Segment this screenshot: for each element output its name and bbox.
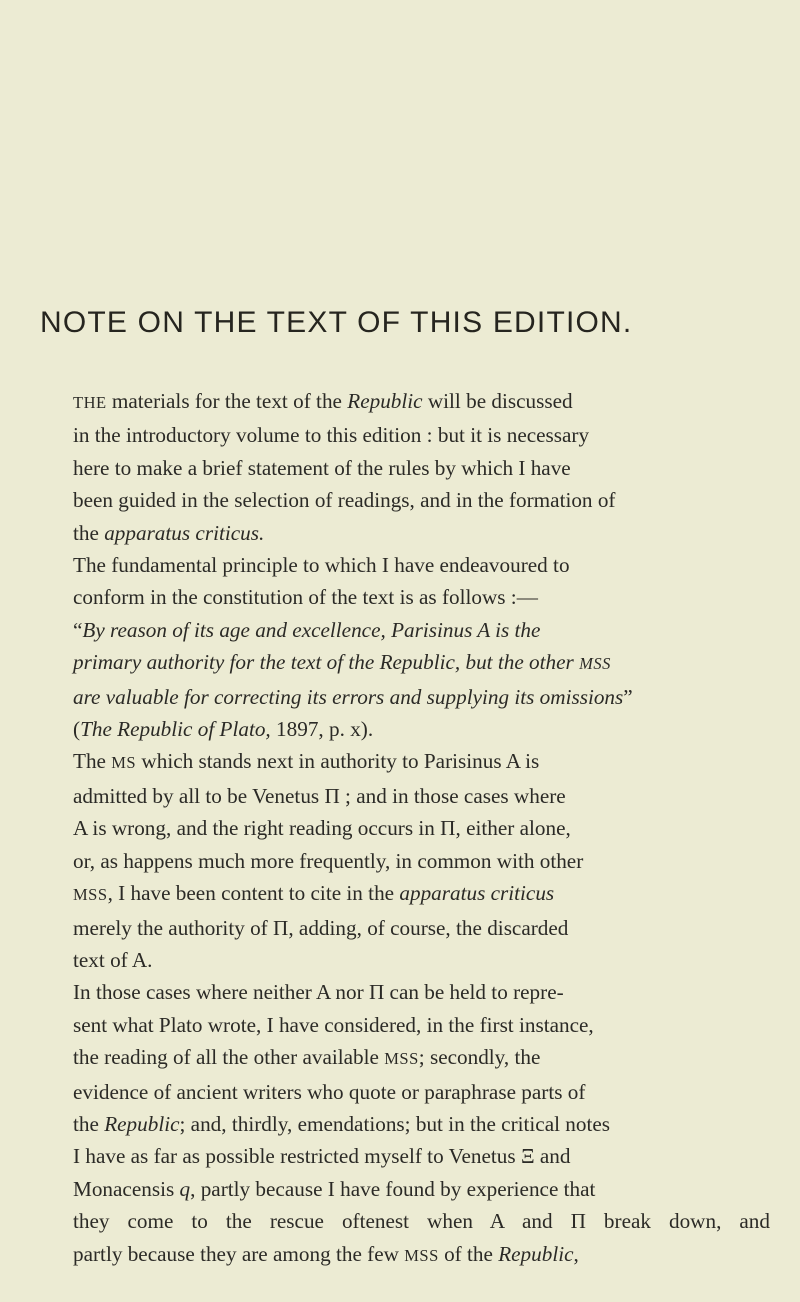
text-line: conform in the constitution of the text is as follows :— [73, 585, 538, 610]
text-line: The MS which stands next in authority to Parisinus A is [73, 749, 540, 774]
text-line: the apparatus criticus. [73, 520, 265, 545]
text-line: partly because they are among the few MSS of the Republic, [73, 1241, 579, 1266]
text-line: primary authority for the text of the Republic, but the other MSS [73, 650, 611, 675]
paragraph [42, 976, 770, 1272]
text-line: in the introductory volume to this edition : but it is necessary [73, 423, 590, 448]
text-line: they come to the rescue oftenest when A and Π break down, and [73, 1209, 770, 1234]
body-text [42, 385, 770, 1272]
text-line: or, as happens much more frequently, in common with other [73, 848, 584, 873]
text-line: THE materials for the text of the Republic will be discussed [73, 389, 573, 413]
text-line: the reading of all the other available MSS; secondly, the [73, 1045, 541, 1070]
paragraph [42, 614, 770, 746]
text-line: I have as far as possible restricted myself to Venetus Ξ and [73, 1144, 571, 1169]
text-line: In those cases where neither A nor Π can be held to repre- [73, 980, 564, 1005]
text-line: “By reason of its age and excellence, Parisinus A is the [73, 617, 541, 642]
text-line: A is wrong, and the right reading occurs in Π, either alone, [73, 816, 571, 841]
text-line: evidence of ancient writers who quote or paraphrase parts of [73, 1079, 586, 1104]
text-line: been guided in the selection of readings, and in the formation of [73, 488, 616, 513]
paragraph [42, 745, 770, 976]
text-line: sent what Plato wrote, I have considered, in the first instance, [73, 1012, 594, 1037]
text-line: admitted by all to be Venetus Π ; and in those cases where [73, 783, 566, 808]
paragraph [42, 385, 770, 549]
page-heading: NOTE ON THE TEXT OF THIS EDITION. [40, 306, 633, 339]
text-line: MSS, I have been content to cite in the apparatus criticus [73, 881, 555, 906]
text-line: are valuable for correcting its errors and supplying its omissions” [73, 684, 633, 709]
text-line: the Republic; and, thirdly, emendations; but in the critical notes [73, 1111, 611, 1136]
text-line: here to make a brief statement of the rules by which I have [73, 455, 571, 480]
text-line: merely the authority of Π, adding, of course, the discarded [73, 915, 569, 940]
text-line: text of A. [73, 947, 153, 972]
text-line: Monacensis q, partly because I have found by experience that [73, 1176, 596, 1201]
paragraph [42, 549, 770, 614]
text-line: The fundamental principle to which I have endeavoured to [73, 553, 570, 578]
text-line: (The Republic of Plato, 1897, p. x). [73, 717, 374, 742]
